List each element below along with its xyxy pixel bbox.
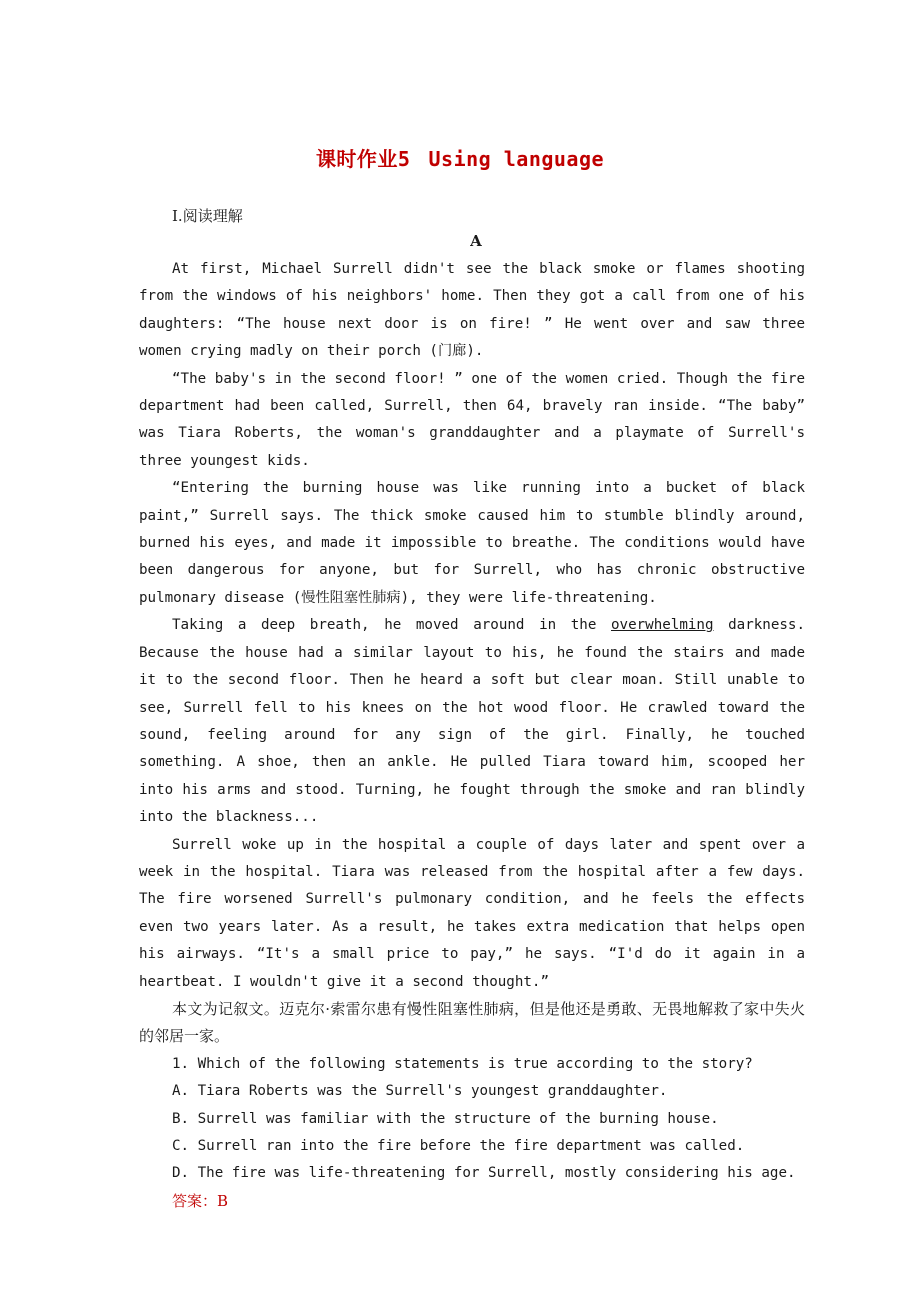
paragraph-4 <box>139 612 805 831</box>
underlined-word: overwhelming <box>611 617 714 634</box>
paragraph-2: “The baby's in the second floor! ” one of the women cried. Though the fire department had been called, Surrell, then 64, bravely ran inside. “The baby” was Tiara Roberts, the woman's granddaughter and a playmate of Surrell's three youngest kids. <box>139 370 805 469</box>
title-chinese: 课时作业5 <box>315 147 411 171</box>
title-english: Using language <box>428 147 605 171</box>
passage-body <box>139 256 805 1215</box>
paragraph-4-start: Taking a deep breath, he moved around in the <box>172 617 612 634</box>
option-a: A. Tiara Roberts was the Surrell's youngest granddaughter. <box>172 1083 668 1100</box>
option-b: B. Surrell was familiar with the structure of the burning house. <box>172 1110 719 1127</box>
option-d: D. The fire was life-threatening for Surrell, mostly considering his age. <box>172 1165 796 1182</box>
question-stem: 1. Which of the following statements is true according to the story? <box>172 1055 753 1072</box>
paragraph-1: At first, Michael Surrell didn't see the black smoke or flames shooting from the windows of his neighbors' home. Then they got a call from one of his daughters: “The house next door is on fire! ” He went over and saw three women crying madly on their porch (门廊). <box>139 261 805 360</box>
section-heading: Ⅰ.阅读理解 <box>172 207 243 225</box>
paragraph-4-end: darkness. Because the house had a similar layout to his, he found the stairs and made it to the second floor. Then he heard a soft but clear moan. Still unable to see, Surrell fell to his knees on the hot wood floor. He crawled toward the sound, feeling around for any sign of the girl. Finally, he touched something. A shoe, then an ankle. He pulled Tiara toward him, scooped her into his arms and stood. Turning, he fought through the smoke and ran blindly into the blackness... <box>139 617 806 826</box>
paragraph-3: “Entering the burning house was like running into a bucket of black paint,” Surrell says. The thick smoke caused him to stumble blindly around, burned his eyes, and made it impossible to breathe. The conditions would have been dangerous for anyone, but for Surrell, who has chronic obstructive pulmonary disease (慢性阻塞性肺病), they were life-threatening. <box>139 480 805 606</box>
answer-key: 答案：B <box>172 1191 229 1210</box>
passage-label: A <box>470 232 482 250</box>
option-c: C. Surrell ran into the fire before the fire department was called. <box>172 1138 745 1154</box>
page-title <box>0 143 920 172</box>
passage-summary: 本文为记叙文。迈克尔·索雷尔患有慢性阻塞性肺病，但是他还是勇敢、无畏地解救了家中失火的邻居一家。 <box>139 999 805 1046</box>
paragraph-5: Surrell woke up in the hospital a couple of days later and spent over a week in the hospital. Tiara was released from the hospital after a few days. The fire worsened Surrell's pulmonary condition, and he feels the effects even two years later. As a result, he takes extra medication that helps open his airways. “It's a small price to pay,” he says. “I'd do it again in a heartbeat. I wouldn't give it a second thought.” <box>139 836 805 990</box>
